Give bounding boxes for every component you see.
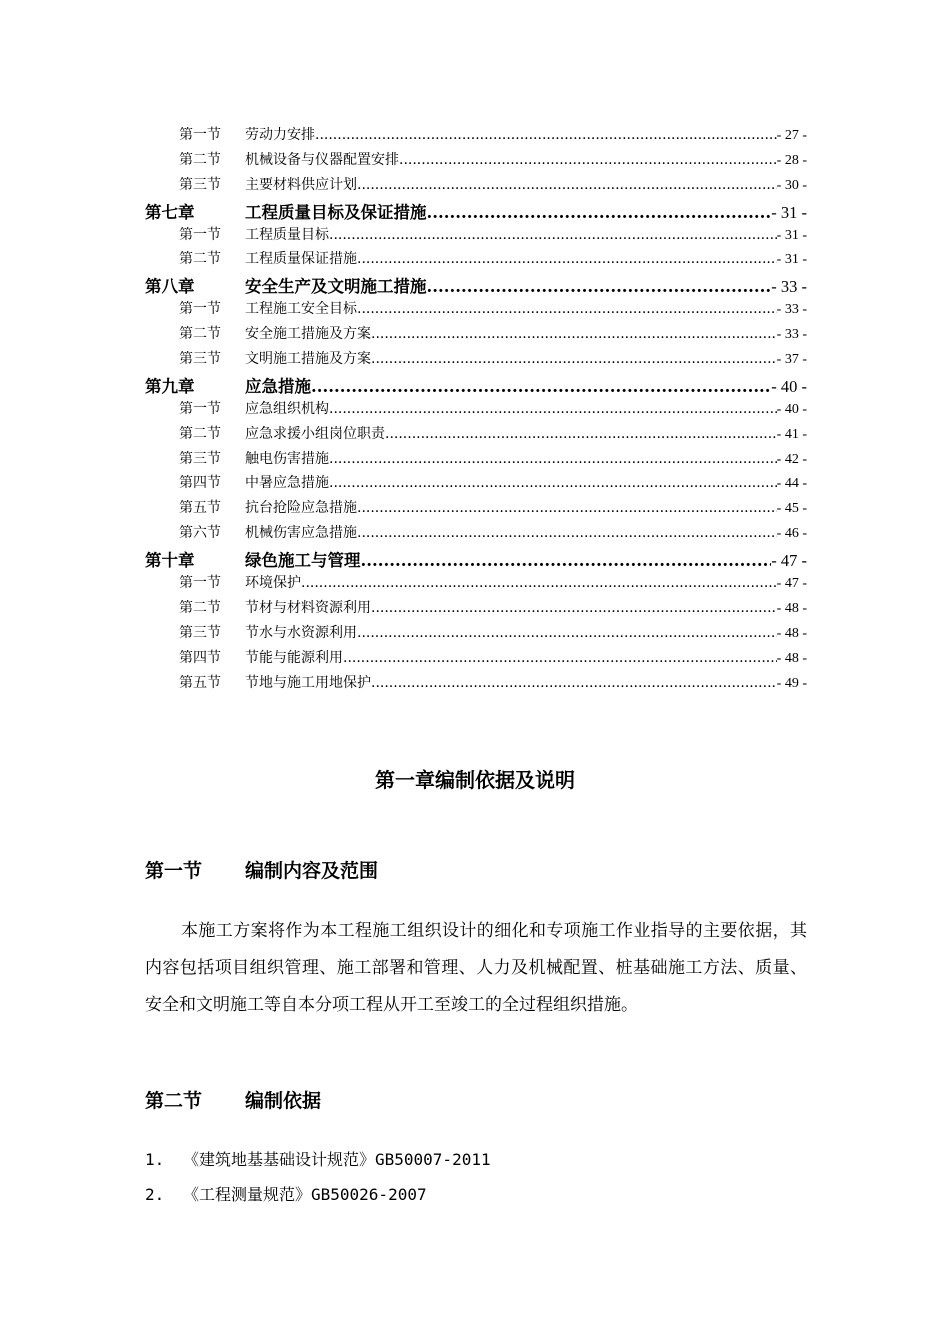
- toc-entry-number: 第二节: [179, 251, 221, 268]
- toc-entry-number: 第二节: [179, 425, 221, 442]
- toc-dot-leader: [329, 227, 777, 243]
- toc-section-entry[interactable]: [145, 348, 807, 373]
- toc-entry-number: 第一节: [179, 301, 221, 318]
- toc-section-entry[interactable]: [145, 423, 807, 448]
- toc-entry-number: 第三节: [179, 450, 221, 467]
- toc-entry-number: 第四节: [179, 475, 221, 492]
- toc-entry-number: 第七章: [145, 202, 195, 222]
- toc-entry-title: 节地与施工用地保护: [245, 674, 371, 691]
- toc-entry-number: 第二节: [179, 151, 221, 168]
- toc-page-number: - 46 -: [776, 526, 807, 542]
- toc-chapter-entry[interactable]: [145, 373, 807, 398]
- toc-chapter-entry[interactable]: [145, 547, 807, 572]
- toc-dot-leader: [357, 177, 777, 193]
- toc-dot-leader: [311, 377, 771, 396]
- toc-entry-title: 工程质量目标: [245, 226, 329, 243]
- toc-entry-title: 应急措施: [245, 376, 311, 396]
- toc-dot-leader: [371, 326, 777, 342]
- reference-text: 《工程测量规范》GB50026-2007: [183, 1185, 427, 1204]
- reference-text: 《建筑地基基础设计规范》GB50007-2011: [183, 1150, 491, 1169]
- toc-page-number: - 33 -: [776, 327, 807, 343]
- toc-page-number: - 48 -: [776, 600, 807, 616]
- toc-section-entry[interactable]: [145, 298, 807, 323]
- toc-entry-title: 环境保护: [245, 575, 301, 592]
- toc-page-number: - 44 -: [776, 476, 807, 492]
- toc-dot-leader: [329, 401, 777, 417]
- toc-entry-title: 触电伤害措施: [245, 450, 329, 467]
- toc-dot-leader: [399, 152, 777, 168]
- toc-section-entry[interactable]: [145, 497, 807, 522]
- toc-section-entry[interactable]: [145, 149, 807, 174]
- chapter-heading: 第一章编制依据及说明: [375, 768, 575, 792]
- reference-list: [145, 1147, 491, 1217]
- toc-entry-number: 第九章: [145, 376, 195, 396]
- toc-page-number: - 31 -: [776, 227, 807, 243]
- table-of-contents: [145, 124, 807, 696]
- toc-section-entry[interactable]: [145, 472, 807, 497]
- toc-entry-number: 第一节: [179, 400, 221, 417]
- toc-page-number: - 30 -: [776, 177, 807, 193]
- toc-entry-title: 主要材料供应计划: [245, 176, 357, 193]
- toc-page-number: - 40 -: [771, 376, 807, 396]
- toc-entry-title: 绿色施工与管理: [245, 551, 361, 571]
- toc-entry-title: 工程质量目标及保证措施: [245, 202, 427, 222]
- toc-dot-leader: [357, 301, 777, 317]
- toc-section-entry[interactable]: [145, 398, 807, 423]
- toc-dot-leader: [301, 575, 777, 591]
- toc-entry-title: 应急求援小组岗位职责: [245, 425, 385, 442]
- toc-entry-title: 机械设备与仪器配置安排: [245, 151, 399, 168]
- section-title: 编制依据: [245, 1090, 322, 1112]
- toc-dot-leader: [385, 426, 777, 442]
- toc-entry-number: 第三节: [179, 624, 221, 641]
- toc-page-number: - 31 -: [771, 202, 807, 222]
- toc-dot-leader: [357, 500, 777, 516]
- toc-dot-leader: [329, 475, 777, 491]
- toc-section-entry[interactable]: [145, 622, 807, 647]
- toc-dot-leader: [427, 277, 772, 296]
- toc-entry-title: 节水与水资源利用: [245, 624, 357, 641]
- section-title: 编制内容及范围: [245, 860, 379, 882]
- toc-entry-title: 安全生产及文明施工措施: [245, 277, 427, 297]
- section-number: 第二节: [145, 1090, 203, 1112]
- toc-dot-leader: [357, 525, 777, 541]
- toc-section-entry[interactable]: [145, 597, 807, 622]
- toc-section-entry[interactable]: [145, 174, 807, 199]
- toc-dot-leader: [315, 127, 777, 143]
- toc-section-entry[interactable]: [145, 647, 807, 672]
- toc-entry-number: 第一节: [179, 575, 221, 592]
- toc-entry-title: 工程质量保证措施: [245, 251, 357, 268]
- toc-dot-leader: [427, 203, 772, 222]
- toc-entry-title: 文明施工措施及方案: [245, 351, 371, 368]
- toc-page-number: - 27 -: [776, 128, 807, 143]
- toc-page-number: - 37 -: [776, 352, 807, 368]
- toc-page-number: - 42 -: [776, 451, 807, 467]
- toc-page-number: - 48 -: [776, 625, 807, 641]
- toc-entry-number: 第二节: [179, 599, 221, 616]
- toc-entry-title: 抗台抢险应急措施: [245, 500, 357, 517]
- reference-item: [145, 1182, 491, 1217]
- toc-section-entry[interactable]: [145, 323, 807, 348]
- toc-entry-title: 节能与能源利用: [245, 649, 343, 666]
- toc-entry-number: 第二节: [179, 326, 221, 343]
- section-heading-1: [145, 856, 378, 883]
- toc-dot-leader: [329, 451, 777, 467]
- section-number: 第一节: [145, 860, 203, 882]
- toc-dot-leader: [371, 675, 777, 691]
- toc-entry-number: 第一节: [179, 226, 221, 243]
- toc-dot-leader: [361, 551, 772, 570]
- toc-entry-number: 第三节: [179, 176, 221, 193]
- toc-section-entry[interactable]: [145, 248, 807, 273]
- toc-entry-title: 中暑应急措施: [245, 475, 329, 492]
- toc-dot-leader: [357, 251, 777, 267]
- toc-entry-number: 第一节: [179, 127, 221, 143]
- toc-entry-number: 第八章: [145, 277, 195, 297]
- toc-entry-number: 第十章: [145, 551, 195, 571]
- section-heading-2: [145, 1086, 321, 1113]
- toc-entry-number: 第三节: [179, 351, 221, 368]
- toc-entry-number: 第六节: [179, 525, 221, 542]
- toc-entry-number: 第五节: [179, 674, 221, 691]
- toc-section-entry[interactable]: [145, 448, 807, 473]
- toc-page-number: - 49 -: [776, 675, 807, 691]
- toc-page-number: - 48 -: [776, 650, 807, 666]
- toc-page-number: - 40 -: [776, 401, 807, 417]
- toc-page-number: - 33 -: [776, 302, 807, 318]
- toc-dot-leader: [357, 625, 777, 641]
- reference-item: [145, 1147, 491, 1182]
- toc-page-number: - 31 -: [776, 252, 807, 268]
- toc-dot-leader: [371, 600, 777, 616]
- toc-page-number: - 28 -: [776, 152, 807, 168]
- toc-entry-title: 节材与材料资源利用: [245, 599, 371, 616]
- toc-entry-number: 第四节: [179, 649, 221, 666]
- toc-page-number: - 45 -: [776, 501, 807, 517]
- toc-entry-title: 机械伤害应急措施: [245, 525, 357, 542]
- toc-section-entry[interactable]: [145, 224, 807, 249]
- toc-page-number: - 41 -: [776, 426, 807, 442]
- toc-entry-title: 安全施工措施及方案: [245, 326, 371, 343]
- toc-dot-leader: [371, 351, 777, 367]
- toc-page-number: - 33 -: [771, 277, 807, 297]
- toc-section-entry[interactable]: [145, 124, 807, 149]
- toc-section-entry[interactable]: [145, 572, 807, 597]
- toc-section-entry[interactable]: [145, 672, 807, 697]
- toc-entry-title: 劳动力安排: [245, 127, 315, 143]
- toc-dot-leader: [343, 650, 777, 666]
- reference-index: 1.: [145, 1150, 165, 1169]
- toc-page-number: - 47 -: [771, 551, 807, 571]
- toc-chapter-entry[interactable]: [145, 199, 807, 224]
- toc-entry-number: 第五节: [179, 500, 221, 517]
- toc-page-number: - 47 -: [776, 576, 807, 592]
- toc-section-entry[interactable]: [145, 522, 807, 547]
- toc-entry-title: 应急组织机构: [245, 400, 329, 417]
- body-paragraph: 本施工方案将作为本工程施工组织设计的细化和专项施工作业指导的主要依据，其内容包括项目组织管理、施工部署和管理、人力及机械配置、桩基础施工方法、质量、安全和文明施工等自本分项工程从开工至竣工的全过程组织措施。: [145, 921, 807, 1015]
- toc-chapter-entry[interactable]: [145, 273, 807, 298]
- reference-index: 2.: [145, 1185, 165, 1204]
- toc-entry-title: 工程施工安全目标: [245, 301, 357, 318]
